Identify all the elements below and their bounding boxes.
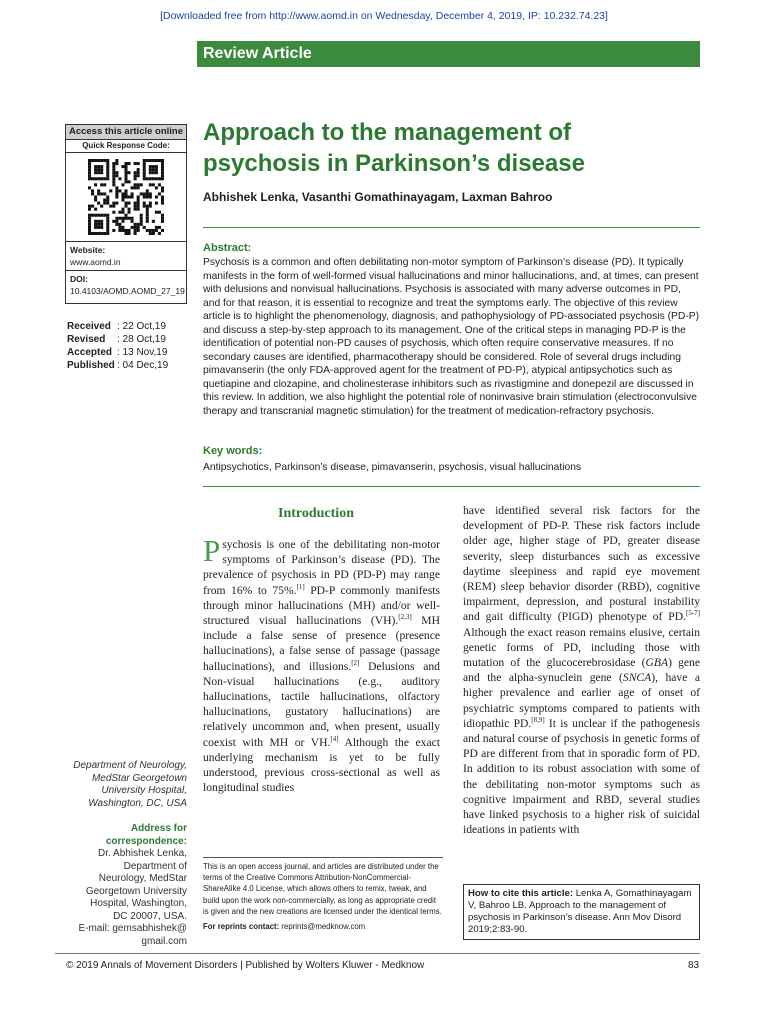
col1-text-2: PD-P commonly manifests through minor hallucinations (MH) and/or well-structured visual hallucinations (VH). (203, 583, 440, 628)
qr-code-graphic (88, 159, 164, 235)
affiliation: Department of Neurology, MedStar Georgetown University Hospital, Washington, DC, USA (73, 760, 187, 809)
col2-text-5: It is unclear if the pathogenesis and natural course of psychosis in genetic forms of PD are different from that in sporadic form of PD. In addition to its robust association with some of the debilitating non-motor symptoms such as cognitive impairment and RBD, several studies have linked psychosis to a higher risk of suicidal ideations in patients with (463, 716, 701, 837)
footer-text: © 2019 Annals of Movement Disorders | Published by Wolters Kluwer - Medknow (66, 960, 425, 971)
corr-line: Department of (123, 860, 187, 872)
doi-value[interactable]: 10.4103/AOMD.AOMD_27_19 (70, 286, 185, 296)
license-divider (203, 857, 443, 858)
accepted-label: Accepted (67, 347, 113, 358)
ref-2[interactable]: [2] (351, 658, 360, 667)
corr-email[interactable]: E-mail: gemsabhishek@ (78, 923, 187, 934)
ref-1[interactable]: [1] (296, 582, 305, 591)
footer-divider (55, 953, 700, 954)
doi-label: DOI: (70, 274, 88, 284)
download-notice: [Downloaded free from http://www.aomd.in on Wednesday, December 4, 2019, IP: 10.232.74.23] (160, 10, 608, 22)
title-divider (203, 227, 700, 228)
authors: Abhishek Lenka, Vasanthi Gomathinayagam, Laxman Bahroo (203, 190, 553, 204)
ref-5-7[interactable]: [5-7] (686, 609, 700, 618)
license-text: This is an open access journal, and articles are distributed under the terms of the Creative Commons Attribution-NonCommercial-ShareAlike 4.0 License, which allows others to remix, tweak, and build upon the work non-commercially, as long as appropriate credit is given and the new creations are licensed under the identical terms. (203, 862, 442, 916)
reprints-label: For reprints contact: (203, 922, 280, 932)
title-line-1: Approach to the management of (203, 119, 572, 146)
ref-8-9[interactable]: [8,9] (531, 715, 545, 724)
keywords-text: Antipsychotics, Parkinson’s disease, pimavanserin, psychosis, visual hallucinations (203, 462, 582, 473)
published-label: Published (67, 360, 115, 371)
received-label: Received (67, 321, 111, 332)
col1-text-1: sychosis is one of the debilitating non-motor symptoms of Parkinson’s disease (PD). The prevalence of psychosis in PD (PD-P) may range from 16% to 75%. (203, 538, 440, 597)
col1-text-5: Although the exact underlying mechanism is yet to be fully understood, previous cross-sectional as well as longitudinal studies (203, 735, 440, 795)
corr-email-domain[interactable]: gmail.com (141, 935, 187, 947)
corr-line: Georgetown University (85, 885, 187, 897)
accepted-date: : 13 Nov,19 (117, 347, 168, 358)
revised-label: Revised (67, 334, 106, 345)
title-line-2: psychosis in Parkinson’s disease (203, 150, 585, 177)
col2-text-4: ), have a higher prevalence and earlier age of onset of psychiatric symptoms compared to patients with idiopathic PD. (463, 671, 700, 730)
introduction-heading: Introduction (278, 506, 354, 521)
access-box (65, 124, 187, 304)
abstract-heading: Abstract: (203, 242, 252, 254)
published-date: : 04 Dec,19 (117, 360, 169, 371)
license-note (203, 861, 443, 932)
correspondence-heading: Address for correspondence: (105, 823, 187, 847)
article-dates (67, 320, 168, 372)
revised-date: : 28 Oct,19 (117, 334, 166, 345)
gene-gba: GBA (645, 656, 669, 670)
citation-box (463, 884, 700, 940)
col1-text-4: Delusions and Non-visual hallucinations (e.g., auditory hallucinations, tactile hallucinations, olfactory hallucinations, gustatory hallucinations) are relatively uncommon and, when present, usually coexist with MH or VH. (203, 659, 440, 749)
keywords-heading: Key words: (203, 445, 263, 457)
corr-line: Hospital, Washington, (90, 898, 187, 909)
received-date: : 22 Oct,19 (117, 321, 166, 332)
corr-line: Dr. Abhishek Lenka, (98, 848, 187, 859)
website-link[interactable]: www.aomd.in (70, 257, 121, 267)
col2-text-3: ) gene and the alpha-synuclein gene ( (463, 656, 700, 685)
ref-2-3[interactable]: [2,3] (398, 613, 412, 622)
qr-code-icon[interactable] (66, 153, 186, 242)
body-column-2 (463, 503, 700, 837)
col2-text-1: have identified several risk factors for the development of PD-P. These risk factors include older age, higher stage of PD, greater disease severity, sleep disturbances such as excessive daytime sleepiness and rapid eye movement (REM) sleep behavior disorder (RBD), cognitive impairment, depression, and postural instability and gait difficulty (PIGD) phenotype of PD. (463, 504, 700, 624)
section-banner: Review Article (197, 41, 700, 67)
article-title (203, 117, 683, 179)
corr-line: DC 20007, USA. (113, 910, 187, 922)
col1-text-3: MH include a false sense of presence (presence hallucinations), a false sense of passage (passage hallucinations), and illusions. (203, 614, 440, 673)
page-number: 83 (688, 960, 700, 971)
access-heading: Access this article online (66, 125, 186, 140)
gene-snca: SNCA (622, 671, 652, 685)
abstract-text: Psychosis is a common and often debilitating non-motor symptom of Parkinson’s disease (PD). It typically manifests in the form of well-formed visual hallucinations and minor hallucinations, and, at times, can present with delusions and nonvisual hallucinations. Psychosis is associated with many adverse outcomes in PD, and for that reason, it is essential to recognize and treat the symptoms early. The objective of this review article is to highlight the phenomenology, diagnosis, and pathophysiology of PD-associated psychosis (PD-P) and discuss a step-by-step approach to its management. One of the critical steps in managing PD-P is the identification of potential non-PD causes of psychosis, which often require conservative measures. If no secondary causes are identified, pharmacotherapy should be considered. Role of several drugs including pimavanserin (the only FDA-approved agent for the treatment of PD-P), atypical antipsychotics such as quetiapine and clozapine, and cholinesterase inhibitors such as rivastigmine and donepezil are discussed in this review. In addition, we also highlight the potential role of noninvasive brain stimulation (electroconvulsive therapy and transcranial magnetic stimulation) for the treatment of medication-refractory psychosis. (203, 257, 700, 417)
drop-cap: P (203, 533, 221, 568)
col2-text-2: Although the exact reason remains elusive, certain genetic forms of PD, including those with mutation of the glucocerebrosidase ( (463, 625, 700, 670)
body-column-1 (203, 533, 440, 795)
cite-text: Lenka A, Gomathinayagam V, Bahroo LB. Approach to the management of psychosis in Parkinson’s disease. Ann Mov Disord 2019;2:83-90. (468, 888, 692, 935)
website-label: Website: (70, 245, 106, 255)
website-cell (66, 242, 186, 271)
qr-label: Quick Response Code: (66, 140, 186, 153)
correspondence (55, 848, 187, 948)
ref-4[interactable]: [4] (330, 734, 339, 743)
cite-label: How to cite this article: (468, 888, 574, 899)
doi-cell (66, 271, 186, 299)
corr-line: Neurology, MedStar (98, 873, 187, 884)
abstract-divider (203, 486, 700, 487)
reprints-email[interactable]: reprints@medknow.com (281, 922, 366, 932)
